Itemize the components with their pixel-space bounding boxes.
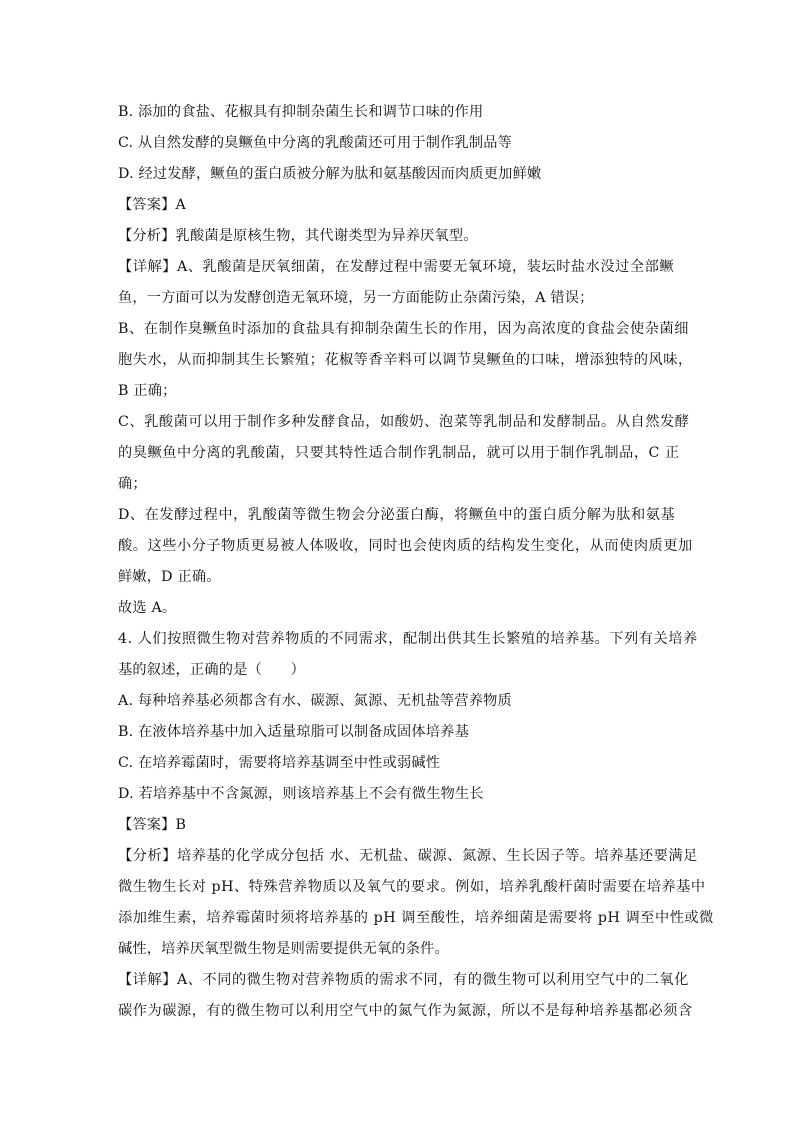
explanation-line: 鲜嫩，D 正确。 — [118, 569, 221, 585]
option-d-line: D. 经过发酵，鳜鱼的蛋白质被分解为肽和氨基酸因而肉质更加鲜嫩 — [118, 166, 542, 182]
analysis-line: 添加维生素，培养霉菌时须将培养基的 pH 调至酸性，培养细菌是需要将 pH 调至中性或微 — [118, 910, 714, 926]
explanation-line: 胞失水，从而抑制其生长繁殖；花椒等香辛料可以调节臭鳜鱼的口味，增添独特的风味， — [118, 352, 693, 368]
explanation-line: 【详解】A、乳酸菌是厌氧细菌，在发酵过程中需要无氧环境，装坛时盐水没过全部鳜 — [118, 259, 675, 275]
explanation-line: D、在发酵过程中，乳酸菌等微生物会分泌蛋白酶，将鳜鱼中的蛋白质分解为肽和氨基 — [118, 507, 676, 523]
explanation-line: B 正确； — [118, 383, 177, 399]
analysis-line: 【分析】培养基的化学成分包括 水、无机盐、碳源、氮源、生长因子等。培养基还要满足 — [118, 848, 698, 864]
explanation-line: 碳作为碳源，有的微生物可以利用空气中的氮气作为氮源，所以不是每种培养基都必须含 — [118, 1003, 693, 1019]
option-c-line: C. 在培养霉菌时，需要将培养基调至中性或弱碱性 — [118, 755, 441, 771]
option-b-line: B. 添加的食盐、花椒具有抑制杂菌生长和调节口味的作用 — [118, 104, 484, 120]
explanation-line: B、在制作臭鳜鱼时添加的食盐具有抑制杂菌生长的作用，因为高浓度的食盐会使杂菌细 — [118, 321, 690, 337]
option-c-line: C. 从自然发酵的臭鳜鱼中分离的乳酸菌还可用于制作乳制品等 — [118, 135, 513, 151]
explanation-line: 的臭鳜鱼中分离的乳酸菌，只要其特性适合制作乳制品，就可以用于制作乳制品，C 正 — [118, 445, 680, 461]
option-a-line: A. 每种培养基必须都含有水、碳源、氮源、无机盐等营养物质 — [118, 693, 512, 709]
explanation-line: 【详解】A、不同的微生物对营养物质的需求不同，有的微生物可以利用空气中的二氧化 — [118, 972, 689, 988]
analysis-line: 碱性，培养厌氧型微生物是则需要提供无氧的条件。 — [118, 941, 449, 957]
explanation-line: 确； — [118, 476, 147, 492]
explanation-line: 酸。这些小分子物质更易被人体吸收，同时也会使肉质的结构发生变化，从而使肉质更加 — [118, 538, 693, 554]
option-d-line: D. 若培养基中不含氮源，则该培养基上不会有微生物生长 — [118, 786, 484, 802]
analysis-line: 微生物生长对 pH、特殊营养物质以及氧气的要求。例如，培养乳酸杆菌时需要在培养基中 — [118, 879, 706, 895]
analysis-line: 【分析】乳酸菌是原核生物，其代谢类型为异养厌氧型。 — [118, 228, 478, 244]
conclusion-line: 故选 A。 — [118, 600, 177, 616]
question-4-stem: 4. 人们按照微生物对营养物质的不同需求，配制出供其生长繁殖的培养基。下列有关培养 — [118, 631, 698, 647]
option-b-line: B. 在液体培养基中加入适量琼脂可以制备成固体培养基 — [118, 724, 469, 740]
explanation-line: C、乳酸菌可以用于制作多种发酵食品，如酸奶、泡菜等乳制品和发酵制品。从自然发酵 — [118, 414, 690, 430]
answer-label: 【答案】A — [118, 197, 186, 213]
answer-label: 【答案】B — [118, 817, 187, 833]
question-4-stem: 基的叙述，正确的是（ ） — [118, 662, 306, 678]
explanation-line: 鱼，一方面可以为发酵创造无氧环境，另一方面能防止杂菌污染，A 错误； — [118, 290, 594, 306]
